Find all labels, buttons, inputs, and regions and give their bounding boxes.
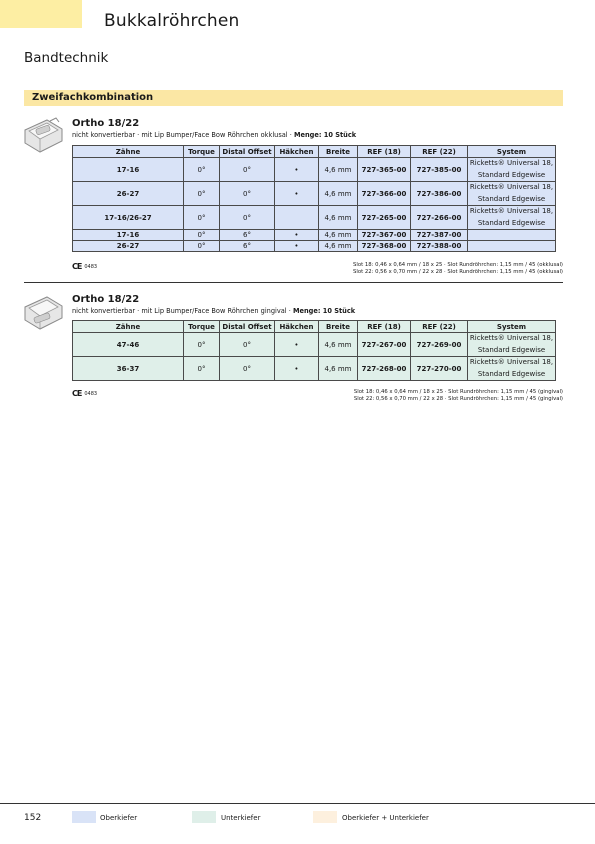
table-cell: 26-27	[73, 182, 184, 206]
col-header: Häkchen	[275, 321, 319, 333]
section-divider	[24, 282, 563, 283]
table-cell: 6°	[220, 230, 275, 241]
table-cell: 727-267-00	[358, 333, 411, 357]
col-header: REF (22)	[411, 146, 468, 158]
table-cell: 727-365-00	[358, 158, 411, 182]
legend-swatch-upper	[72, 811, 96, 823]
table-cell: •	[275, 357, 319, 381]
table-row	[73, 158, 556, 182]
table-cell: 47-46	[73, 333, 184, 357]
table-cell: 17-16	[73, 158, 184, 182]
product-name: Ortho 18/22	[72, 294, 140, 305]
page-subtitle: Bandtechnik	[24, 50, 109, 66]
table-cell: •	[275, 241, 319, 252]
ce-mark: CE 0483	[72, 389, 98, 398]
slot-info	[353, 262, 563, 276]
product-name: Ortho 18/22	[72, 118, 140, 129]
table-cell: 727-385-00	[411, 158, 468, 182]
table-cell: 17-16/26-27	[73, 206, 184, 230]
col-header: System	[468, 146, 556, 158]
table-cell: Ricketts® Universal 18, Standard Edgewise	[468, 182, 556, 206]
legend-label-lower: Unterkiefer	[221, 814, 261, 822]
product-quantity: Menge: 10 Stück	[293, 131, 357, 139]
ce-number: 0483	[84, 264, 98, 270]
table-cell: 4,6 mm	[319, 241, 358, 252]
col-header: Torque	[184, 146, 220, 158]
table-cell: 727-269-00	[411, 333, 468, 357]
table-cell: 26-27	[73, 241, 184, 252]
table-header-row	[73, 146, 556, 158]
table-cell: 0°	[184, 206, 220, 230]
table-cell: 4,6 mm	[319, 333, 358, 357]
page-number: 152	[24, 813, 42, 823]
product-description	[72, 307, 355, 315]
product-desc-text: nicht konvertierbar · mit Lip Bumper/Face Bow Röhrchen gingival ·	[72, 307, 293, 315]
legend-label-both: Oberkiefer + Unterkiefer	[342, 814, 429, 822]
table-header-row	[73, 321, 556, 333]
table-cell: 0°	[184, 182, 220, 206]
col-header: Zähne	[73, 321, 184, 333]
slot-line: Slot 18: 0,46 x 0,64 mm / 18 x 25 · Slot Rundröhrchen: 1,15 mm / 45 (okklusal)	[353, 262, 563, 268]
table-cell: •	[275, 230, 319, 241]
table-cell	[275, 206, 319, 230]
table-row	[73, 206, 556, 230]
table-cell: 727-386-00	[411, 182, 468, 206]
col-header: REF (18)	[358, 146, 411, 158]
col-header: REF (18)	[358, 321, 411, 333]
table-cell: 727-266-00	[411, 206, 468, 230]
page-title: Bukkalröhrchen	[104, 11, 240, 31]
table-cell: 727-268-00	[358, 357, 411, 381]
table-cell: 4,6 mm	[319, 230, 358, 241]
table-row	[73, 333, 556, 357]
table-row	[73, 230, 556, 241]
legend-swatch-lower	[192, 811, 216, 823]
table-cell: 0°	[220, 357, 275, 381]
table-cell: 0°	[184, 333, 220, 357]
legend-swatch-both	[313, 811, 337, 823]
table-cell: Ricketts® Universal 18, Standard Edgewise	[468, 357, 556, 381]
table-cell: 0°	[220, 206, 275, 230]
table-cell: Ricketts® Universal 18, Standard Edgewise	[468, 333, 556, 357]
col-header: Torque	[184, 321, 220, 333]
slot-line: Slot 22: 0,56 x 0,70 mm / 22 x 28 · Slot Rundröhrchen: 1,15 mm / 45 (gingival)	[353, 396, 563, 402]
spec-table-lower	[72, 320, 556, 381]
col-header: System	[468, 321, 556, 333]
col-header: Zähne	[73, 146, 184, 158]
bracket-tube-image	[22, 293, 66, 333]
table-cell: 727-265-00	[358, 206, 411, 230]
table-cell: 727-366-00	[358, 182, 411, 206]
col-header: Häkchen	[275, 146, 319, 158]
table-cell: 727-387-00	[411, 230, 468, 241]
table-cell: 4,6 mm	[319, 158, 358, 182]
product-desc-text: nicht konvertierbar · mit Lip Bumper/Face Bow Röhrchen okklusal ·	[72, 131, 294, 139]
table-cell	[468, 230, 556, 241]
col-header: Distal Offset	[220, 146, 275, 158]
col-header: REF (22)	[411, 321, 468, 333]
table-cell: 17-16	[73, 230, 184, 241]
table-row	[73, 182, 556, 206]
header-accent-tab	[0, 0, 82, 28]
table-row	[73, 241, 556, 252]
table-cell: 0°	[220, 182, 275, 206]
table-cell: Ricketts® Universal 18, Standard Edgewise	[468, 158, 556, 182]
table-cell: 0°	[220, 333, 275, 357]
table-cell: 4,6 mm	[319, 206, 358, 230]
table-cell: 727-388-00	[411, 241, 468, 252]
table-cell: 4,6 mm	[319, 182, 358, 206]
table-cell: 36-37	[73, 357, 184, 381]
spec-table-upper	[72, 145, 556, 252]
ce-number: 0483	[84, 391, 98, 397]
table-cell: 6°	[220, 241, 275, 252]
table-cell	[468, 241, 556, 252]
table-cell: •	[275, 182, 319, 206]
table-cell: •	[275, 158, 319, 182]
table-cell: 0°	[220, 158, 275, 182]
col-header: Breite	[319, 321, 358, 333]
legend-label-upper: Oberkiefer	[100, 814, 138, 822]
table-cell: 727-367-00	[358, 230, 411, 241]
slot-line: Slot 18: 0,46 x 0,64 mm / 18 x 25 · Slot Rundröhrchen: 1,15 mm / 45 (gingival)	[353, 389, 563, 395]
table-cell: •	[275, 333, 319, 357]
table-cell: 4,6 mm	[319, 357, 358, 381]
table-cell: 0°	[184, 241, 220, 252]
table-cell: 0°	[184, 158, 220, 182]
col-header: Breite	[319, 146, 358, 158]
ce-mark: CE 0483	[72, 262, 98, 271]
table-row	[73, 357, 556, 381]
table-cell: 727-368-00	[358, 241, 411, 252]
footer-divider	[0, 803, 595, 804]
product-quantity: Menge: 10 Stück	[292, 307, 356, 315]
table-cell: Ricketts® Universal 18, Standard Edgewise	[468, 206, 556, 230]
slot-line: Slot 22: 0,56 x 0,70 mm / 22 x 28 · Slot Rundröhrchen: 1,15 mm / 45 (okklusal)	[353, 269, 563, 275]
col-header: Distal Offset	[220, 321, 275, 333]
table-cell: 0°	[184, 230, 220, 241]
slot-info	[354, 389, 563, 403]
table-cell: 727-270-00	[411, 357, 468, 381]
table-cell: 0°	[184, 357, 220, 381]
product-description	[72, 131, 356, 139]
section-band: Zweifachkombination	[24, 90, 563, 106]
bracket-tube-image	[22, 116, 66, 156]
